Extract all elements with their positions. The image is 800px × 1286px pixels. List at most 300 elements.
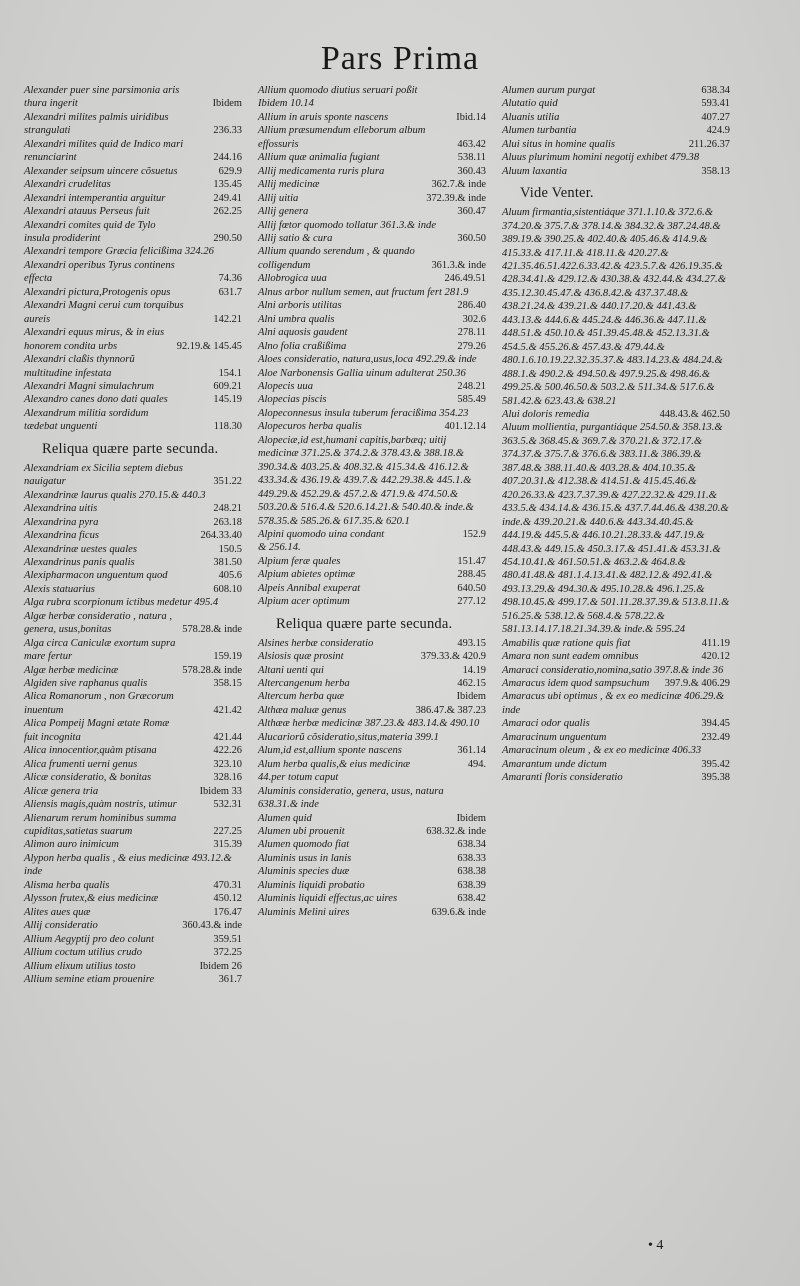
index-entry bbox=[258, 758, 486, 771]
entry-text: Alui situs in homine qualis bbox=[502, 138, 616, 150]
entry-text: Alumen turbantia bbox=[502, 125, 577, 137]
index-entry bbox=[258, 286, 486, 299]
entry-text: Alpium acer optimum bbox=[258, 596, 350, 608]
entry-text: Altercum herba quæ bbox=[258, 691, 345, 703]
index-entry bbox=[258, 245, 486, 272]
entry-text: Allium quæ animalia fugiant bbox=[258, 152, 380, 164]
entry-reference: 420.12 bbox=[701, 651, 730, 663]
index-entry bbox=[502, 138, 730, 151]
index-column-2 bbox=[258, 84, 486, 919]
index-entry bbox=[24, 192, 242, 205]
entry-reference: 424.9 bbox=[706, 125, 730, 137]
index-entry bbox=[24, 690, 242, 717]
index-entry bbox=[24, 407, 242, 434]
entry-reference: 277.12 bbox=[457, 596, 486, 608]
entry-text: Alexandri claßis thynnorũ multitudine infestata bbox=[24, 354, 135, 379]
entry-text: Amaraci odor qualis bbox=[502, 718, 590, 730]
index-entry bbox=[258, 771, 486, 784]
index-entry bbox=[258, 704, 486, 717]
index-entry bbox=[24, 556, 242, 569]
entry-text: Alumen quid bbox=[258, 812, 312, 824]
entry-reference: 361.7 bbox=[218, 974, 242, 985]
entry-reference: 323.10 bbox=[213, 758, 242, 770]
index-entry bbox=[24, 165, 242, 178]
entry-text: Alexandrina ficus bbox=[24, 530, 100, 542]
index-entry bbox=[258, 690, 486, 703]
index-entry bbox=[24, 353, 242, 380]
entry-text: Alga rubra scorpionum ictibus medetur 495.4 bbox=[24, 597, 219, 609]
entry-text: Altercangenum herba bbox=[258, 678, 350, 690]
entry-text: Allium quomodo diutius seruari poßit bbox=[258, 85, 418, 96]
entry-reference: 631.7 bbox=[218, 286, 242, 298]
entry-text: Alicæ genera tria bbox=[24, 785, 99, 797]
index-entry bbox=[24, 717, 242, 744]
entry-reference: 411.19 bbox=[701, 637, 730, 649]
index-entry bbox=[502, 744, 730, 757]
entry-reference: 593.41 bbox=[701, 98, 730, 110]
entry-text: Alni arboris utilitas bbox=[258, 300, 342, 312]
entry-text: Alumen ubi prouenit bbox=[258, 826, 345, 838]
entry-text: Alexandri milites palmis uiridibus strangulati bbox=[24, 111, 169, 137]
index-entry bbox=[258, 555, 486, 568]
entry-reference: 302.6 bbox=[462, 313, 486, 325]
index-entry bbox=[258, 637, 486, 650]
index-entry bbox=[24, 326, 242, 353]
entry-reference: Ibidem bbox=[212, 98, 242, 110]
entry-reference: 421.44 bbox=[213, 731, 242, 743]
index-entry bbox=[502, 664, 730, 677]
entry-text: Alexandri Magni simulachrum bbox=[24, 380, 155, 392]
entry-text: Alexandri Magni cerui cum torquibus aureis bbox=[24, 300, 184, 325]
entry-text: Allium præsumendum elleborum album effossuris bbox=[258, 125, 426, 150]
entry-reference: 159.19 bbox=[213, 651, 242, 663]
entry-reference: 279.26 bbox=[457, 340, 486, 352]
entry-reference: 401.12.14 bbox=[444, 421, 486, 433]
entry-text: Alutatio quid bbox=[502, 98, 558, 110]
entry-reference: 462.15 bbox=[457, 678, 486, 690]
index-entry bbox=[258, 124, 486, 151]
entry-reference: 421.42 bbox=[213, 704, 242, 716]
entry-reference: 361.3.& inde bbox=[431, 259, 486, 271]
entry-reference: 248.21 bbox=[213, 503, 242, 515]
entry-text: & 256.14. bbox=[258, 542, 301, 554]
entry-reference: 288.45 bbox=[457, 569, 486, 581]
entry-text: Alexis statuarius bbox=[24, 583, 95, 595]
entry-text: Alni aquosis gaudent bbox=[258, 327, 348, 339]
entry-reference: 211.26.37 bbox=[688, 138, 730, 150]
entry-reference: 264.33.40 bbox=[200, 530, 242, 542]
entry-text: Alucariorũ cõsideratio,situs,materia 399.1 bbox=[258, 731, 439, 743]
entry-text: Alexandri atauus Perseus fuit bbox=[24, 206, 150, 218]
index-entry bbox=[24, 744, 242, 757]
index-entry bbox=[24, 798, 242, 811]
entry-text: Alumen aurum purgat bbox=[502, 85, 596, 96]
index-entry bbox=[258, 84, 486, 97]
index-entry bbox=[258, 731, 486, 744]
index-entry bbox=[258, 393, 486, 406]
entry-reference: 463.42 bbox=[457, 138, 486, 150]
section-heading: Reliqua quære parte secunda. bbox=[276, 615, 453, 632]
entry-text: Alexandrum militia sordidum tædebat unguenti bbox=[24, 407, 149, 433]
index-entry bbox=[24, 219, 242, 246]
index-entry bbox=[502, 731, 730, 744]
index-entry bbox=[258, 178, 486, 191]
index-entry bbox=[24, 569, 242, 582]
index-entry bbox=[502, 421, 730, 636]
entry-reference: 246.49.51 bbox=[444, 273, 486, 285]
index-column-1 bbox=[24, 84, 242, 986]
index-entry bbox=[258, 219, 486, 232]
entry-reference: 381.50 bbox=[213, 556, 242, 568]
index-entry bbox=[502, 97, 730, 110]
index-entry bbox=[258, 326, 486, 339]
entry-text: Alexandri intemperantia arguitur bbox=[24, 192, 166, 204]
entry-text: Alopeconnesus insula tuberum feracißima 354.23 bbox=[258, 407, 469, 419]
entry-reference: 92.19.& 145.45 bbox=[176, 340, 242, 352]
entry-reference: 118.30 bbox=[213, 421, 242, 433]
entry-text: Alexander puer sine parsimonia aris thura ingerit bbox=[24, 85, 180, 110]
entry-text: Alexandri comites quid de Tylo insula prodiderint bbox=[24, 219, 156, 244]
entry-text: Alpium feræ quales bbox=[258, 555, 341, 567]
entry-reference: 397.9.& 406.29 bbox=[664, 678, 730, 690]
index-entry bbox=[502, 758, 730, 771]
entry-reference: 532.31 bbox=[213, 799, 242, 811]
index-entry bbox=[24, 205, 242, 218]
index-entry bbox=[24, 516, 242, 529]
entry-text: Alopeciæ,id est,humani capitis,barbæq; uitij medicinæ 371.25.& 374.2.& 378.43.& 388.18.& 390.34.& 403.25.& 408.32.& 415.34.& 416.12.& 433.34.& 436.19.& 439.7.& 442.29.38.& 445.1.& 449.29.& 452.29.& 457.2.& 471.9.& 474.50.& 503.20.& 516.4.& 520.6.14.21.& 540.40.& inde.& 578.35.& 585.26.& 617.35.& 620.1 bbox=[258, 434, 474, 527]
entry-text: Alopecis uua bbox=[258, 380, 314, 392]
index-entry bbox=[24, 596, 242, 609]
index-entry bbox=[258, 582, 486, 595]
index-entry bbox=[24, 892, 242, 905]
entry-reference: 450.12 bbox=[213, 893, 242, 905]
entry-reference: 578.28.& inde bbox=[182, 664, 242, 676]
entry-text: Aluminis liquidi effectus,ac uires bbox=[258, 893, 398, 905]
entry-text: Aloe Narbonensis Gallia uinum adulterat 250.36 bbox=[258, 367, 466, 379]
entry-reference: 262.25 bbox=[213, 206, 242, 218]
index-entry bbox=[258, 541, 486, 554]
entry-text: Alites aues quæ bbox=[24, 906, 91, 918]
entry-reference: Ibidem bbox=[456, 691, 486, 703]
entry-text: Aloes consideratio, natura,usus,loca 492.29.& inde bbox=[258, 354, 477, 366]
entry-reference: 150.5 bbox=[218, 543, 242, 555]
entry-text: Amarantum unde dictum bbox=[502, 758, 607, 770]
entry-text: Alica frumenti uerni genus bbox=[24, 758, 138, 770]
index-entry bbox=[258, 528, 486, 541]
entry-reference: 585.49 bbox=[457, 394, 486, 406]
entry-reference: 386.47.& 387.23 bbox=[415, 704, 486, 716]
index-entry bbox=[258, 838, 486, 851]
entry-text: Allium quando serendum , & quando colligendum bbox=[258, 246, 415, 271]
index-entry bbox=[24, 852, 242, 879]
entry-text: Alexandrinæ laurus qualis 270.15.& 440.3 bbox=[24, 489, 206, 501]
entry-reference: 142.21 bbox=[213, 313, 242, 325]
entry-reference: 538.11 bbox=[457, 152, 486, 164]
entry-text: Alisma herba qualis bbox=[24, 879, 110, 891]
index-entry bbox=[502, 206, 730, 408]
entry-reference: Ibidem 26 bbox=[199, 960, 242, 972]
entry-text: Alexander seipsum uincere cõsuetus bbox=[24, 165, 178, 177]
entry-reference: 360.43 bbox=[457, 165, 486, 177]
index-entry bbox=[24, 879, 242, 892]
section-heading: Reliqua quære parte secunda. bbox=[42, 440, 219, 457]
index-entry bbox=[258, 785, 486, 812]
entry-reference: 152.9 bbox=[462, 528, 486, 540]
entry-text: Alexandro canes dono dati quales bbox=[24, 394, 168, 406]
entry-text: Aluminis consideratio, genera, usus, natura 638.31.& inde bbox=[258, 785, 444, 811]
entry-reference: 638.39 bbox=[457, 879, 486, 891]
index-entry bbox=[24, 771, 242, 784]
entry-text: Alpium abietes optimæ bbox=[258, 569, 356, 581]
entry-text: Allium in aruis sponte nascens bbox=[258, 111, 389, 123]
index-entry bbox=[24, 111, 242, 138]
entry-reference: 608.10 bbox=[213, 583, 242, 595]
index-entry bbox=[24, 785, 242, 798]
index-entry bbox=[502, 408, 730, 421]
entry-reference: 135.45 bbox=[213, 179, 242, 191]
index-entry bbox=[502, 637, 730, 650]
entry-reference: 154.1 bbox=[218, 367, 242, 379]
index-entry bbox=[502, 111, 730, 124]
index-entry bbox=[24, 973, 242, 986]
index-entry bbox=[258, 595, 486, 608]
index-entry bbox=[258, 299, 486, 312]
entry-text: Amaracinum unguentum bbox=[502, 731, 607, 743]
index-entry bbox=[258, 192, 486, 205]
index-entry bbox=[502, 717, 730, 730]
entry-text: Alexandri equus mirus, & in eius honorem condita urbs bbox=[24, 327, 165, 352]
entry-text: Alno folia craßißima bbox=[258, 340, 347, 352]
index-entry bbox=[258, 717, 486, 730]
entry-text: Algæ herbæ medicinæ bbox=[24, 664, 119, 676]
entry-text: Ibidem 10.14 bbox=[258, 98, 314, 110]
entry-reference: 360.43.& inde bbox=[182, 920, 242, 932]
page-footer: • 4 bbox=[648, 1238, 664, 1253]
entry-text: Alienarum rerum hominibus summa cupiditas,satietas suarum bbox=[24, 812, 177, 838]
index-entry bbox=[258, 677, 486, 690]
index-column-3 bbox=[502, 84, 730, 785]
entry-reference: 249.41 bbox=[213, 192, 242, 204]
index-entry bbox=[24, 960, 242, 973]
entry-text: Allij genera bbox=[258, 206, 309, 218]
index-entry bbox=[258, 353, 486, 366]
index-entry bbox=[24, 502, 242, 515]
entry-text: Alica innocentior,quàm ptisana bbox=[24, 745, 157, 757]
index-entry bbox=[24, 838, 242, 851]
index-entry bbox=[258, 165, 486, 178]
entry-text: Alexandriam ex Sicilia septem diebus nauigatur bbox=[24, 462, 183, 488]
entry-reference: 361.14 bbox=[457, 745, 486, 757]
entry-text: Amaraci consideratio,nomina,satio 397.8.& inde 36 bbox=[502, 664, 724, 676]
index-entry bbox=[258, 420, 486, 433]
entry-text: Amaracus idem quod sampsuchum bbox=[502, 678, 650, 690]
entry-reference: 74.36 bbox=[218, 273, 242, 285]
entry-text: Alexandri milites quid de Indico mari renunciarint bbox=[24, 138, 184, 164]
entry-text: Alexandrinus panis qualis bbox=[24, 556, 135, 568]
entry-reference: 448.43.& 462.50 bbox=[659, 408, 730, 420]
entry-text: Alica Pompeij Magni ætate Romæ fuit incognita bbox=[24, 718, 170, 743]
entry-text: Alexandrina uitis bbox=[24, 503, 98, 515]
entry-reference: 638.34 bbox=[701, 85, 730, 96]
entry-reference: 263.18 bbox=[213, 516, 242, 528]
entry-text: Aluum mollientia, purgantiáque 254.50.& 358.13.& 363.5.& 368.45.& 369.7.& 370.21.& 372.17.& 374.37.& 375.7.& 376.6.& 383.11.& 386.39.& 387.48.& 388.11.40.& 403.28.& 404.10.35.& 407.20.31.& 412.38.& 414.51.& 415.45.46.& 420.26.33.& 423.7.37.39.& 427.22.32.& 429.11.& 433.5.& 434.14.& 436.15.& 437.7.44.46.& 438.20.& inde.& 439.20.21.& 440.6.& 443.34.40.45.& 444.19.& 445.5.& 446.10.21.28.33.& 447.19.& 448.43.& 449.15.& 450.3.17.& 451.41.& 453.31.& 454.10.41.& 461.50.51.& 463.2.& 464.8.& 480.41.48.& 481.1.4.13.41.& 482.12.& 492.41.& 493.13.29.& 494.30.& 495.10.28.& 496.1.25.& 498.10.45.& 499.17.& 501.11.28.37.39.& 513.8.11.& 516.25.& 538.12.& 568.4.& 578.22.& 581.13.14.17.18.21.34.39.& inde.& 595.24 bbox=[502, 422, 730, 636]
index-entry bbox=[24, 84, 242, 111]
entry-reference: 405.6 bbox=[218, 570, 242, 582]
entry-text: Alga circa Caniculæ exortum supra mare fertur bbox=[24, 637, 176, 663]
entry-reference: 290.50 bbox=[213, 232, 242, 244]
entry-reference: 315.39 bbox=[213, 839, 242, 851]
entry-reference: 286.40 bbox=[457, 300, 486, 312]
entry-text: Allij satio & cura bbox=[258, 232, 333, 244]
entry-reference: 395.42 bbox=[701, 758, 730, 770]
entry-text: Allij fœtor quomodo tollatur 361.3.& inde bbox=[258, 219, 437, 231]
entry-text: Alumen quomodo fiat bbox=[258, 839, 350, 851]
entry-text: Aluminis usus in lanis bbox=[258, 852, 352, 864]
entry-reference: 360.50 bbox=[457, 232, 486, 244]
index-entry bbox=[258, 313, 486, 326]
index-entry bbox=[258, 232, 486, 245]
entry-reference: 236.33 bbox=[213, 125, 242, 137]
entry-reference: 145.19 bbox=[213, 394, 242, 406]
index-entry bbox=[258, 879, 486, 892]
entry-text: Allij medicinæ bbox=[258, 179, 320, 191]
entry-reference: 493.15 bbox=[457, 637, 486, 649]
entry-text: Alni umbra qualis bbox=[258, 313, 335, 325]
entry-reference: 278.11 bbox=[457, 327, 486, 339]
index-entry bbox=[502, 650, 730, 663]
index-entry bbox=[24, 138, 242, 165]
entry-text: Alopecuros herba qualis bbox=[258, 421, 362, 433]
entry-text: Allij uitia bbox=[258, 192, 299, 204]
index-entry bbox=[24, 637, 242, 664]
entry-text: Alum herba qualis,& eius medicinæ bbox=[258, 758, 411, 770]
entry-text: Algiden sive raphanus qualis bbox=[24, 678, 148, 690]
entry-reference: 351.22 bbox=[213, 476, 242, 488]
entry-text: Alopecias piscis bbox=[258, 394, 327, 406]
entry-reference: 407.27 bbox=[701, 111, 730, 123]
index-entry bbox=[502, 165, 730, 178]
entry-text: Alsines herbæ consideratio bbox=[258, 637, 374, 649]
entry-text: Allium Aegyptij pro deo colunt bbox=[24, 933, 155, 945]
entry-text: Althæa maluæ genus bbox=[258, 704, 347, 716]
index-entry bbox=[258, 865, 486, 878]
entry-text: Alui doloris remedia bbox=[502, 408, 590, 420]
entry-reference: 362.7.& inde bbox=[431, 179, 486, 191]
entry-text: Alexandri crudelitas bbox=[24, 179, 111, 191]
index-entry bbox=[24, 462, 242, 489]
index-entry bbox=[24, 610, 242, 637]
entry-text: Alimon auro inimicum bbox=[24, 839, 119, 851]
index-entry bbox=[24, 380, 242, 393]
index-entry bbox=[502, 151, 730, 164]
entry-reference: 395.38 bbox=[701, 772, 730, 784]
entry-reference: 629.9 bbox=[218, 165, 242, 177]
entry-text: Alexandri operibus Tyrus continens effecta bbox=[24, 259, 175, 285]
entry-text: Alica Romanorum , non Græcorum inuentum bbox=[24, 691, 174, 716]
index-entry bbox=[24, 758, 242, 771]
entry-text: Algæ herbæ consideratio , natura , genera, usus,bonitas bbox=[24, 610, 173, 636]
index-entry bbox=[258, 272, 486, 285]
entry-reference: 248.21 bbox=[457, 380, 486, 392]
entry-text: Alpini quomodo uina condant bbox=[258, 528, 385, 540]
index-entry bbox=[24, 489, 242, 502]
index-entry bbox=[24, 286, 242, 299]
entry-text: Alum,id est,allium sponte nascens bbox=[258, 745, 402, 757]
entry-reference: 638.32.& inde bbox=[426, 826, 486, 838]
entry-reference: 379.33.& 420.9 bbox=[420, 651, 486, 663]
entry-reference: Ibidem bbox=[456, 812, 486, 824]
entry-text: Aluum firmantia,sistentiáque 371.1.10.& 372.6.& 374.20.& 375.7.& 378.14.& 384.32.& 387.24.48.& 389.19.& 390.25.& 402.40.& 405.46.& 414.9.& 415.33.& 417.11.& 418.11.& 420.27.& 421.35.46.51.422.6.33.42.& 423.5.7.& 426.19.35.& 428.34.41.& 429.12.& 430.38.& 432.44.& 434.27.& 435.12.30.45.47.& 436.8.42.& 437.37.48.& 438.21.24.& 439.21.& 440.17.20.& 441.43.& 443.13.& 444.6.& 445.24.& 446.36.& 447.11.& 448.51.& 450.10.& 451.39.45.48.& 452.13.31.& 454.5.& 455.26.& 457.43.& 479.44.& 480.1.6.10.19.22.32.35.37.& 483.14.23.& 484.24.& 488.1.& 490.2.& 494.50.& 497.9.25.& 498.46.& 499.25.& 500.46.50.& 503.2.& 511.34.& 517.6.& 581.42.& 623.43.& 638.21 bbox=[502, 207, 726, 407]
index-entry bbox=[502, 677, 730, 690]
entry-text: Aluminis species duæ bbox=[258, 866, 350, 878]
entry-reference: 359.51 bbox=[213, 933, 242, 945]
entry-reference: 360.47 bbox=[457, 206, 486, 218]
entry-text: Alexandri tempore Græcia felicißima 324.26 bbox=[24, 246, 214, 258]
entry-reference: 638.42 bbox=[457, 893, 486, 905]
index-entry bbox=[24, 919, 242, 932]
index-entry bbox=[24, 245, 242, 258]
entry-text: Aluanis utilia bbox=[502, 111, 560, 123]
entry-text: Amaranti floris consideratio bbox=[502, 772, 623, 784]
index-entry bbox=[502, 84, 730, 97]
entry-reference: 639.6.& inde bbox=[431, 906, 486, 918]
entry-text: Alexipharmacon unguentum quod bbox=[24, 570, 168, 582]
entry-text: Amabilis quæ ratione quis fiat bbox=[502, 637, 631, 649]
entry-text: Alicæ consideratio, & bonitas bbox=[24, 772, 152, 784]
entry-text: Alexandrinæ uestes quales bbox=[24, 543, 137, 555]
entry-text: Alsiosis quæ prosint bbox=[258, 651, 344, 663]
entry-reference: 176.47 bbox=[213, 906, 242, 918]
index-entry bbox=[258, 205, 486, 218]
entry-text: Amaracinum oleum , & ex eo medicinæ 406.33 bbox=[502, 745, 702, 757]
entry-text: Amaracus ubi optimus , & ex eo medicinæ 406.29.& inde bbox=[502, 691, 725, 716]
entry-text: Allium coctum utilius crudo bbox=[24, 947, 142, 959]
entry-text: Alexandrina pyra bbox=[24, 516, 99, 528]
index-entry bbox=[258, 825, 486, 838]
index-entry bbox=[258, 151, 486, 164]
entry-text: Aluminis liquidi probatio bbox=[258, 879, 365, 891]
entry-text: Allobrogica uua bbox=[258, 273, 327, 285]
entry-reference: 638.38 bbox=[457, 866, 486, 878]
index-entry bbox=[258, 664, 486, 677]
section-heading: Vide Venter. bbox=[520, 185, 594, 202]
entry-reference: 358.13 bbox=[701, 165, 730, 177]
entry-reference: 638.33 bbox=[457, 852, 486, 864]
index-entry bbox=[258, 650, 486, 663]
entry-text: Allium semine etiam prouenire bbox=[24, 974, 155, 985]
index-entry bbox=[258, 340, 486, 353]
index-entry bbox=[24, 664, 242, 677]
entry-text: Alysson frutex,& eius medicinæ bbox=[24, 893, 159, 905]
page-title: Pars Prima bbox=[320, 40, 480, 77]
entry-text: Aluminis Melini uires bbox=[258, 906, 350, 918]
index-entry bbox=[24, 812, 242, 839]
entry-text: Aluus plurimum homini negotij exhibet 479.38 bbox=[502, 152, 700, 164]
entry-reference: Ibid.14 bbox=[456, 111, 486, 123]
index-entry bbox=[24, 677, 242, 690]
entry-text: Allij consideratio bbox=[24, 920, 98, 932]
entry-text: Alypon herba qualis , & eius medicinæ 493.12.& inde bbox=[24, 852, 232, 878]
entry-reference: 244.16 bbox=[213, 152, 242, 164]
index-entry bbox=[258, 434, 486, 528]
index-entry bbox=[258, 744, 486, 757]
entry-reference: 232.49 bbox=[701, 731, 730, 743]
index-entry bbox=[258, 380, 486, 393]
entry-reference: 328.16 bbox=[213, 772, 242, 784]
index-entry bbox=[258, 812, 486, 825]
index-entry bbox=[24, 933, 242, 946]
entry-reference: 227.25 bbox=[213, 826, 242, 838]
